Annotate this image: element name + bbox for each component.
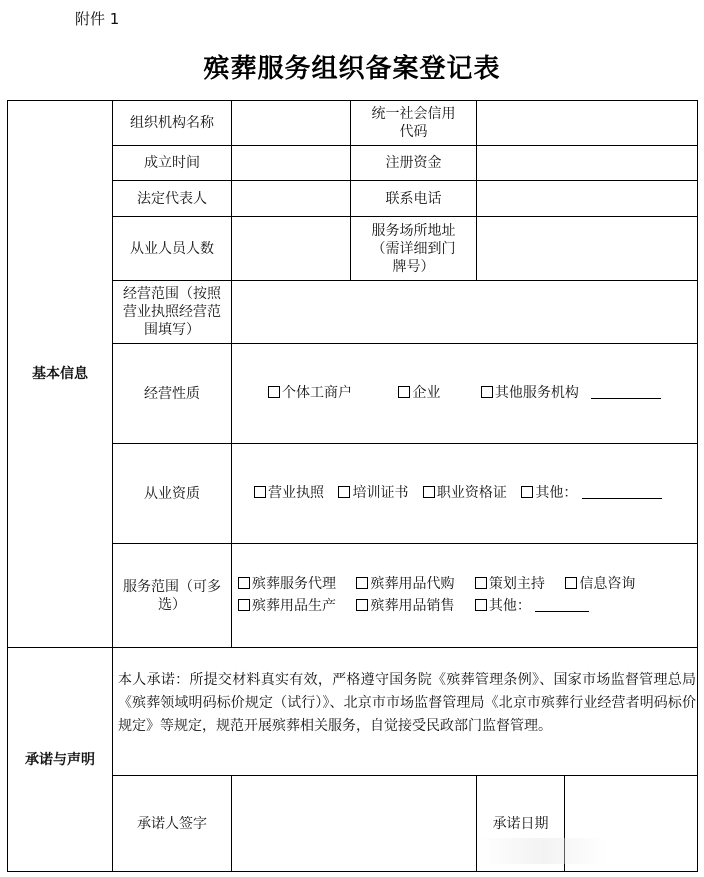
input-credit-code[interactable] (477, 101, 697, 145)
label-legal-rep: 法定代表人 (137, 190, 207, 207)
qualification-other-blank[interactable] (582, 486, 662, 499)
checkbox-funeral-agent[interactable]: 殡葬服务代理 (238, 575, 336, 593)
checkbox-enterprise[interactable]: 企业 (398, 384, 440, 402)
checkbox-supplies-purchase[interactable]: 殡葬用品代购 (356, 575, 454, 593)
label-qualification: 从业资质 (144, 485, 200, 502)
checkbox-icon (254, 486, 266, 498)
checkbox-supplies-sales[interactable]: 殡葬用品销售 (356, 597, 454, 615)
label-phone: 联系电话 (385, 190, 442, 207)
label-established: 成立时间 (144, 155, 200, 171)
section-basic-info: 基本信息 (32, 366, 88, 382)
label-business-nature: 经营性质 (144, 385, 200, 402)
checkbox-license[interactable]: 营业执照 (254, 484, 324, 502)
checkbox-icon (356, 599, 368, 611)
checkbox-icon (481, 386, 493, 398)
service-scope-options-row1 (238, 575, 635, 593)
checkbox-icon (268, 386, 280, 398)
input-business-scope[interactable] (232, 281, 697, 343)
input-address[interactable] (477, 217, 697, 280)
checkbox-individual[interactable]: 个体工商户 (268, 384, 352, 402)
checkbox-icon (238, 599, 250, 611)
checkbox-service-other[interactable]: 其他： (475, 597, 531, 615)
label-capital: 注册资金 (385, 155, 442, 171)
checkbox-icon (238, 577, 250, 589)
label-signer: 承诺人签字 (137, 815, 207, 832)
checkbox-other-org[interactable]: 其他服务机构 (481, 384, 579, 402)
service-other-blank[interactable] (535, 599, 589, 612)
attachment-label: 附件 1 (75, 10, 120, 28)
label-business-scope: 经营范围（按照营业执照经营范围填写） (123, 286, 221, 338)
checkbox-icon (475, 577, 487, 589)
form-title: 殡葬服务组织备案登记表 (203, 54, 501, 84)
section-pledge: 承诺与声明 (25, 751, 95, 768)
checkbox-vocational-cert[interactable]: 职业资格证 (423, 484, 507, 502)
input-phone[interactable] (477, 181, 697, 216)
business-nature-options (268, 384, 661, 402)
checkbox-icon (338, 486, 350, 498)
checkbox-icon (521, 486, 533, 498)
other-org-blank[interactable] (591, 386, 661, 399)
checkbox-training-cert[interactable]: 培训证书 (338, 484, 408, 502)
label-staff-count: 从业人员人数 (130, 240, 214, 257)
label-org-name: 组织机构名称 (130, 115, 214, 131)
input-legal-rep[interactable] (232, 181, 350, 216)
watermark-smudge (478, 838, 608, 864)
input-staff-count[interactable] (232, 217, 350, 280)
checkbox-icon (423, 486, 435, 498)
input-capital[interactable] (477, 146, 697, 180)
checkbox-icon (565, 577, 577, 589)
checkbox-qualification-other[interactable]: 其他： (521, 484, 577, 502)
checkbox-icon (475, 599, 487, 611)
checkbox-supplies-production[interactable]: 殡葬用品生产 (238, 597, 336, 615)
input-signature[interactable] (232, 776, 476, 871)
checkbox-icon (356, 577, 368, 589)
pledge-text: 本人承诺：所提交材料真实有效，严格遵守国务院《殡葬管理条例》、国家市场监督管理总局《殡葬领域明码标价规定（试行）》、北京市市场监督管理局《北京市殡葬行业经营者明码标价规定》等规定，规范开展殡葬相关服务，自觉接受民政部门监督管理。 (118, 672, 696, 734)
checkbox-planning-host[interactable]: 策划主持 (475, 575, 545, 593)
qualification-options (254, 484, 662, 502)
input-org-name[interactable] (232, 101, 350, 145)
label-pledge-date: 承诺日期 (492, 815, 549, 832)
label-credit-code: 统一社会信用代码 (371, 106, 456, 140)
input-established[interactable] (232, 146, 350, 180)
checkbox-icon (398, 386, 410, 398)
label-service-scope: 服务范围（可多选） (123, 578, 221, 613)
label-address: 服务场所地址（需详细到门牌号） (371, 222, 456, 275)
checkbox-info-consult[interactable]: 信息咨询 (565, 575, 635, 593)
service-scope-options-row2 (238, 597, 589, 615)
